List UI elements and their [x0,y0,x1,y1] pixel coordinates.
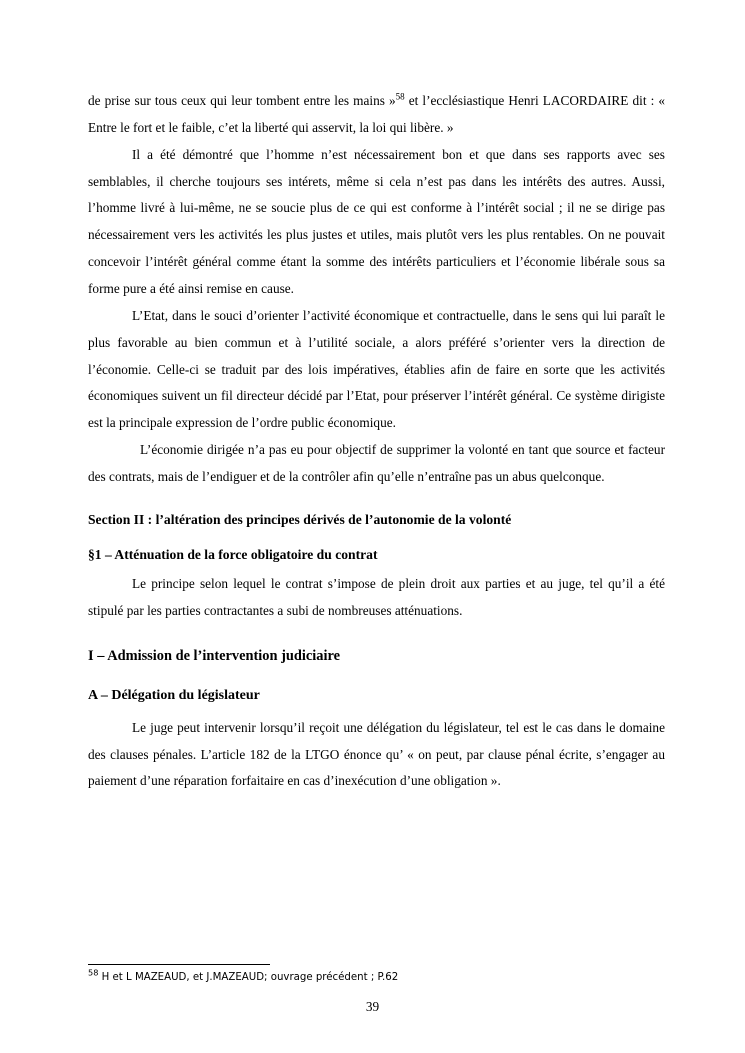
footnote-area [88,964,665,985]
paragraph-etat-direction-economie: L’Etat, dans le souci d’orienter l’activité économique et contractuelle, dans le sens qui lui paraît le plus favorable au bien commun et à l’utilité sociale, a alors préféré s’orienter vers la direction de l’économie. Celle-ci se traduit par des lois impératives, établies afin de faire en sorte que les activités économiques suivent un fil directeur décidé par l’Etat, pour préserver l’intérêt général. Ce système dirigiste est la principale expression de l’ordre public économique. [88,307,665,431]
footnote-separator-rule [88,964,270,965]
heading-paragraph-1: §1 – Atténuation de la force obligatoire du contrat [88,546,378,562]
paragraph-juge-delegation: Le juge peut intervenir lorsqu’il reçoit une délégation du législateur, tel est le cas dans le domaine des clauses pénales. L’article 182 de la LTGO énonce qu’ « on peut, par clause pénal écrite, s’engager au paiement d’une réparation forfaitaire en cas d’inexécution d’une obligation ». [88,719,665,789]
paragraph-text-before-note: de prise sur tous ceux qui leur tombent entre les mains » [88,93,396,108]
footnote-entry [88,967,665,985]
page-number: 39 [365,999,380,1014]
footnote-content: H et L MAZEAUD, et J.MAZEAUD; ouvrage précédent ; P.62 [98,972,399,984]
heading-part-a: A – Délégation du législateur [88,688,260,704]
paragraph-homme-rapports: Il a été démontré que l’homme n’est nécessairement bon et que dans ses rapports avec ses semblables, il cherche toujours ses intérets, même si cela n’est pas dans les intérêts des autres. Aussi, l’homme livré à lui-même, ne se soucie plus de ce qui est conforme à l’intérêt social ; il ne se dirige pas nécessairement vers les activités les plus justes et utiles, mais plutôt vers les plus rentables. On ne pouvait concevoir l’intérêt général comme étant la somme des intérêts particuliers et l’économie libérale sous sa forme pure a été ainsi remise en cause. [88,146,665,297]
paragraph-economie-dirigee: L’économie dirigée n’a pas eu pour objectif de supprimer la volonté en tant que source et facteur des contrats, mais de l’endiguer et de la contrôler afin qu’elle n’entraîne pas un abus quelconque. [88,442,665,485]
paragraph-opening [88,88,665,142]
heading-part-i: I – Admission de l’intervention judiciaire [88,647,340,664]
paragraph-text-after-note: et l’ecclésiastique Henri LACORDAIRE dit : « Entre le fort et le faible, c’et la liberté qui asservit, la loi qui libère. » [88,93,665,135]
footnote-number: 58 [88,967,99,978]
heading-section-ii: Section II : l’altération des principes dérivés de l’autonomie de la volonté [88,511,512,527]
footnote-reference-58: 58 [395,91,405,102]
paragraph-principe-contrat: Le principe selon lequel le contrat s’impose de plein droit aux parties et au juge, tel qu’il a été stipulé par les parties contractantes a subi de nombreuses atténuations. [88,576,665,618]
